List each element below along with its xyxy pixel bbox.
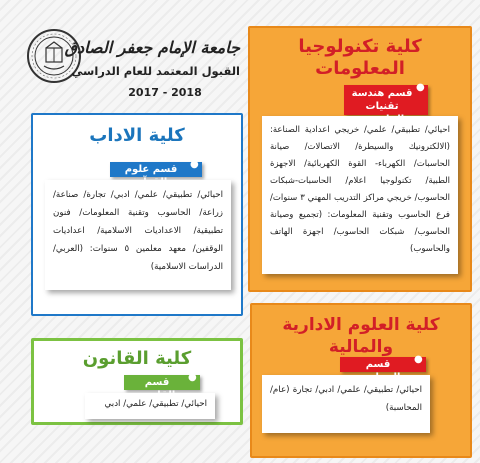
- pushpin-icon: ●: [416, 82, 425, 93]
- college-it-card: احيائي/ تطبيقي/ علمي/ خريجي اعدادية الصناعة: (الالكترونيك والسيطرة/ الاتصالات/ صيانة الحاسبات/ الكهرباء- القوة الكهربائية/ الاجهزة الطبية/ تكنولوجيا اعلام/ الحاسبات-شبكات الحاسوب/ خريجي مراكز التدريب المهني ٣ سنوات/ فرع الحاسوب وتقنية المعلومات: (تجميع وصيانة الحاسوب/ شبكات الحاسوب/ اجهزة الهاتف والحاسوب): [262, 116, 458, 274]
- admission-subtitle: القبول المعتمد للعام الدراسي: [71, 64, 240, 78]
- pushpin-icon: ●: [190, 159, 199, 170]
- dept-law-tag: قسم: [124, 375, 200, 390]
- college-admin-title-line1: كلية العلوم الادارية: [282, 315, 440, 335]
- college-arts-title: كلية الاداب: [89, 125, 185, 146]
- college-arts-card: احيائي/ تطبيقي/ علمي/ ادبي/ تجارة/ صناعة/ زراعة/ الحاسوب وتقنية المعلومات/ فنون تطبيقية/ الاعداديات الاسلامية/ اعداديات الوقفين/ معهد معلمين ٥ سنوات: (العربي/ الدراسات الاسلامية): [45, 180, 231, 290]
- dept-accounting-tag: قسم: [340, 357, 426, 372]
- academic-year: 2017 - 2018: [128, 86, 202, 99]
- college-it-title-line2: المعلومات: [315, 58, 405, 79]
- dept-quran-sciences-tag: قسم علوم: [110, 162, 202, 177]
- college-law-card: احيائي/ تطبيقي/ علمي/ ادبي: [85, 393, 215, 419]
- dept-computer-engineering-tag: قسم هندسة تقنيات: [344, 85, 428, 115]
- college-admin-card: احيائي/ تطبيقي/ علمي/ ادبي/ تجارة (عام/ المحاسبة): [262, 375, 430, 433]
- college-admin-title-line2: والمالية: [328, 337, 394, 357]
- pushpin-icon: ●: [414, 354, 423, 365]
- college-law-title: كلية القانون: [82, 348, 192, 369]
- university-name: جامعة الإمام جعفر الصادق: [64, 38, 240, 57]
- college-it-title-line1: كلية تكنولوجيا: [298, 36, 422, 57]
- pushpin-icon: ●: [188, 372, 197, 383]
